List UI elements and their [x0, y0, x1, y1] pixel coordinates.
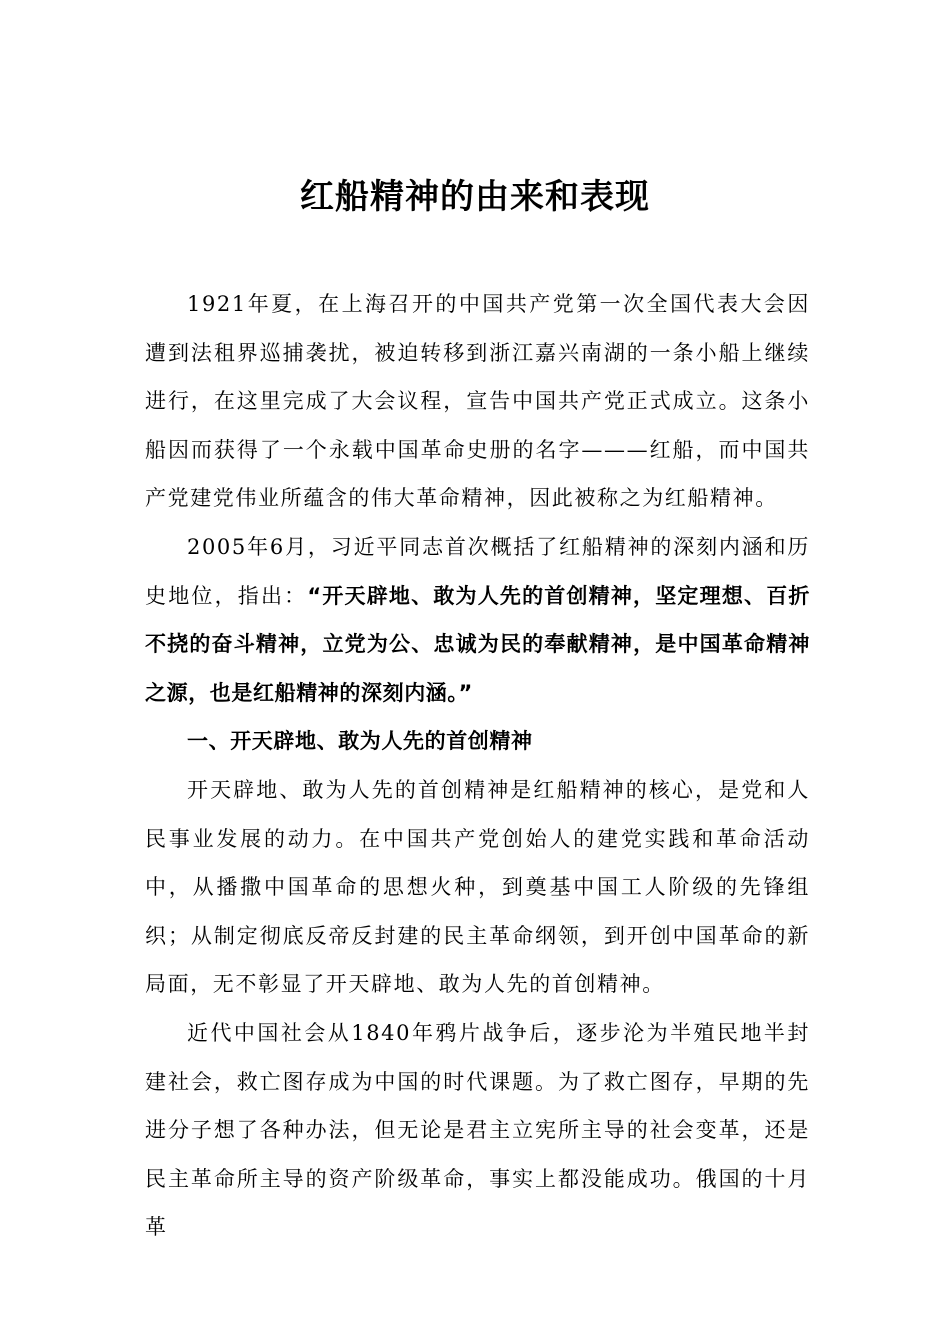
document-title: 红船精神的由来和表现: [300, 177, 650, 217]
paragraph-definition: [145, 523, 810, 717]
paragraph-definition-lead: 2005年6月，习近平同志首次概括了红船精神的深刻内涵和历史地位，指出：: [145, 534, 810, 608]
section-heading-1: 一、开天辟地、敢为人先的首创精神: [187, 729, 533, 754]
paragraph-pioneering-spirit: 开天辟地、敢为人先的首创精神是红船精神的核心，是党和人民事业发展的动力。在中国共产党创始人的建党实践和革命活动中，从播撒中国革命的思想火种，到奠基中国工人阶级的先锋组织；从制定彻底反帝反封建的民主革命纲领，到开创中国革命的新局面，无不彰显了开天辟地、敢为人先的首创精神。: [145, 777, 810, 997]
paragraph-origin: 1921年夏，在上海召开的中国共产党第一次全国代表大会因遭到法租界巡捕袭扰，被迫转移到浙江嘉兴南湖的一条小船上继续进行，在这里完成了大会议程，宣告中国共产党正式成立。这条小船因而获得了一个永载中国革命史册的名字———红船，而中国共产党建党伟业所蕴含的伟大革命精神，因此被称之为红船精神。: [145, 292, 810, 511]
document-body: [145, 280, 810, 1252]
paragraph-history: 近代中国社会从1840年鸦片战争后，逐步沦为半殖民地半封建社会，救亡图存成为中国的时代课题。为了救亡图存，早期的先进分子想了各种办法，但无论是君主立宪所主导的社会变革，还是民主革命所主导的资产阶级革命，事实上都没能成功。俄国的十月革: [145, 1020, 810, 1240]
paragraph-definition-quote: “开天辟地、敢为人先的首创精神，坚定理想、百折不挠的奋斗精神，立党为公、忠诚为民的奉献精神，是中国革命精神之源，也是红船精神的深刻内涵。”: [145, 583, 810, 705]
